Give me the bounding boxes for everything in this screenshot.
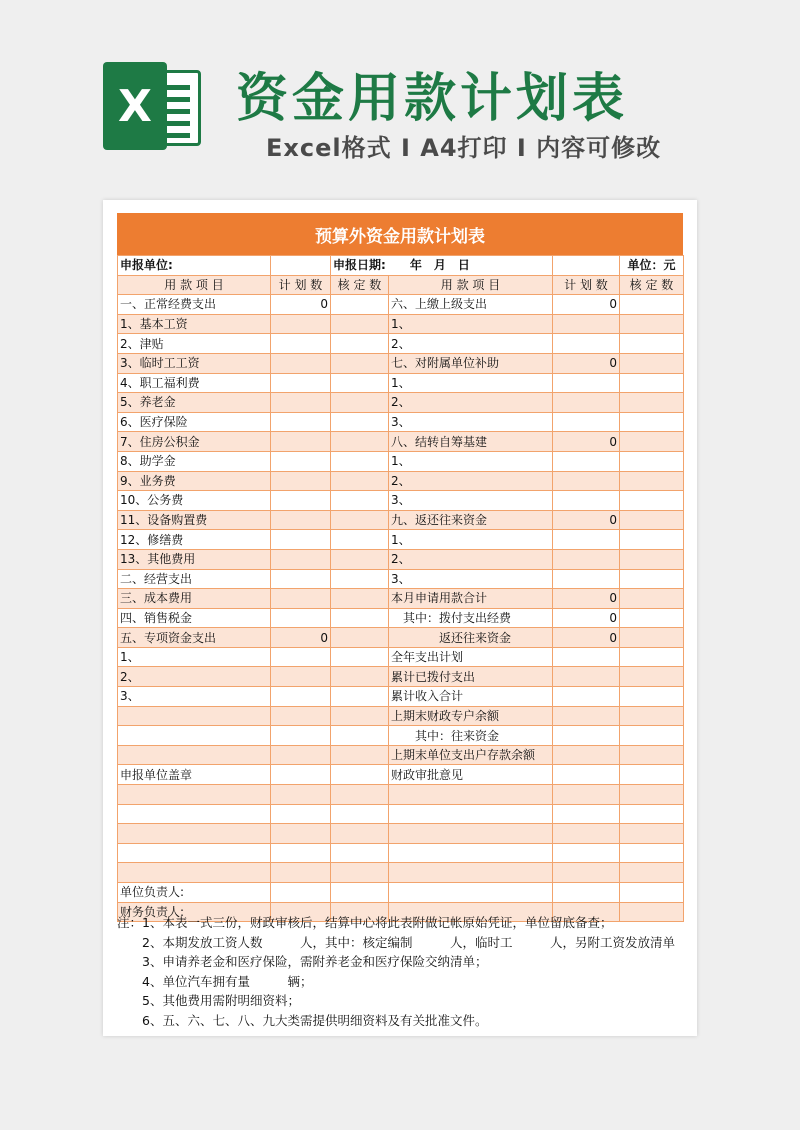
cell-item-left[interactable]: 8、助学金 [118, 451, 271, 471]
cell-approved-left[interactable] [331, 491, 389, 511]
cell-approved-right[interactable] [620, 295, 684, 315]
cell-plan-right[interactable] [553, 471, 620, 491]
table-row [118, 510, 684, 530]
cell-plan-right[interactable] [553, 706, 620, 726]
cell-approved-left[interactable] [331, 530, 389, 550]
cell-item-right[interactable]: 累计已拨付支出 [389, 667, 553, 687]
cell-plan-left[interactable] [271, 491, 331, 511]
cell-plan-right[interactable] [553, 491, 620, 511]
cell-item-left[interactable]: 3、 [118, 687, 271, 707]
cell-approved-right[interactable] [620, 510, 684, 530]
header-approved-right: 核 定 数 [620, 275, 684, 295]
cell-item-left[interactable]: 1、基本工资 [118, 314, 271, 334]
cell-item-left[interactable]: 五、专项资金支出 [118, 628, 271, 648]
table-row [118, 883, 684, 903]
table-row [118, 295, 684, 315]
cell-item-left[interactable]: 申报单位盖章 [118, 765, 271, 785]
cell-plan-left[interactable] [271, 530, 331, 550]
cell-item-right[interactable]: 其中：往来资金 [389, 726, 553, 746]
cell-plan-right[interactable] [553, 863, 620, 883]
cell-plan-right[interactable]: 0 [553, 589, 620, 609]
cell-approved-left[interactable] [331, 295, 389, 315]
cell-plan-right[interactable] [553, 843, 620, 863]
table-row [118, 412, 684, 432]
cell-plan-right[interactable]: 0 [553, 510, 620, 530]
cell-item-left[interactable]: 财务负责人: [118, 902, 271, 922]
header-approved-left: 核 定 数 [331, 275, 389, 295]
cell-item-right[interactable] [389, 863, 553, 883]
cell-plan-right[interactable]: 0 [553, 608, 620, 628]
table-row [118, 432, 684, 452]
table-row [118, 765, 684, 785]
cell-plan-right[interactable] [553, 804, 620, 824]
cell-item-left[interactable] [118, 824, 271, 844]
cell-approved-left[interactable] [331, 510, 389, 530]
table-row [118, 530, 684, 550]
cell-plan-left[interactable] [271, 647, 331, 667]
cell-approved-right[interactable] [620, 824, 684, 844]
table-row [118, 334, 684, 354]
cell-item-left[interactable]: 12、修缮费 [118, 530, 271, 550]
cell-item-left[interactable]: 2、 [118, 667, 271, 687]
cell-plan-left[interactable] [271, 863, 331, 883]
header-item-left: 用 款 项 目 [118, 275, 271, 295]
cell-approved-right[interactable] [620, 667, 684, 687]
cell-approved-right[interactable] [620, 687, 684, 707]
table-row [118, 726, 684, 746]
note-line: 4、单位汽车拥有量 辆； [117, 973, 313, 989]
header-row [118, 275, 684, 295]
cell-plan-right[interactable] [553, 765, 620, 785]
cell-approved-left[interactable] [331, 687, 389, 707]
unit-label: 申报单位: [118, 256, 271, 276]
cell-item-left[interactable]: 单位负责人: [118, 883, 271, 903]
cell-item-right[interactable]: 其中：拨付支出经费 [389, 608, 553, 628]
meta-empty-cell[interactable] [553, 256, 620, 276]
cell-approved-right[interactable] [620, 647, 684, 667]
cell-approved-left[interactable] [331, 334, 389, 354]
cell-approved-left[interactable] [331, 785, 389, 805]
cell-plan-left[interactable] [271, 883, 331, 903]
cell-item-right[interactable]: 六、上缴上级支出 [389, 295, 553, 315]
table-row [118, 785, 684, 805]
cell-plan-left[interactable] [271, 373, 331, 393]
cell-plan-right[interactable] [553, 824, 620, 844]
note-line: 2、本期发放工资人数 人，其中：核定编制 人，临时工 人，另附工资发放清单 [117, 934, 675, 950]
table-row [118, 451, 684, 471]
note-line: 3、申请养老金和医疗保险，需附养老金和医疗保险交纳清单； [117, 954, 488, 969]
cell-item-right[interactable]: 上期末财政专户余额 [389, 706, 553, 726]
cell-approved-left[interactable] [331, 726, 389, 746]
cell-item-left[interactable]: 四、销售税金 [118, 608, 271, 628]
cell-item-right[interactable]: 全年支出计划 [389, 647, 553, 667]
cell-item-left[interactable]: 三、成本费用 [118, 589, 271, 609]
header-item-right: 用 款 项 目 [389, 275, 553, 295]
cell-approved-left[interactable] [331, 589, 389, 609]
cell-plan-left[interactable] [271, 549, 331, 569]
date-value: 年 月 日 [409, 258, 470, 273]
report-date-cell [331, 256, 553, 276]
cell-item-left[interactable]: 二、经营支出 [118, 569, 271, 589]
cell-item-right[interactable]: 2、 [389, 471, 553, 491]
cell-approved-left[interactable] [331, 745, 389, 765]
cell-approved-left[interactable] [331, 667, 389, 687]
unit-value-cell[interactable] [271, 256, 331, 276]
cell-approved-right[interactable] [620, 765, 684, 785]
cell-plan-right[interactable] [553, 569, 620, 589]
header-plan-left: 计 划 数 [271, 275, 331, 295]
cell-approved-right[interactable] [620, 353, 684, 373]
table-row [118, 589, 684, 609]
cell-item-right[interactable] [389, 843, 553, 863]
cell-plan-left[interactable] [271, 765, 331, 785]
date-label: 申报日期: [333, 258, 386, 273]
table-row [118, 491, 684, 511]
cell-approved-left[interactable] [331, 471, 389, 491]
table-row [118, 804, 684, 824]
cell-approved-left[interactable] [331, 432, 389, 452]
cell-item-right[interactable]: 3、 [389, 569, 553, 589]
table-row [118, 843, 684, 863]
cell-item-right[interactable] [389, 804, 553, 824]
cell-item-right[interactable]: 2、 [389, 393, 553, 413]
cell-item-left[interactable]: 5、养老金 [118, 393, 271, 413]
header-plan-right: 计 划 数 [553, 275, 620, 295]
currency-unit-label: 单位：元 [620, 256, 684, 276]
cell-item-right[interactable]: 2、 [389, 549, 553, 569]
cell-approved-left[interactable] [331, 393, 389, 413]
cell-plan-right[interactable] [553, 745, 620, 765]
table-row [118, 706, 684, 726]
table-row [118, 549, 684, 569]
cell-item-left[interactable] [118, 745, 271, 765]
cell-plan-right[interactable] [553, 373, 620, 393]
cell-plan-right[interactable] [553, 451, 620, 471]
cell-plan-left[interactable] [271, 353, 331, 373]
table-row [118, 353, 684, 373]
table-row [118, 824, 684, 844]
cell-item-left[interactable]: 11、设备购置费 [118, 510, 271, 530]
cell-plan-left[interactable] [271, 608, 331, 628]
cell-plan-left[interactable] [271, 569, 331, 589]
excel-logo-icon [103, 62, 203, 150]
cell-plan-left[interactable] [271, 706, 331, 726]
cell-item-right[interactable]: 八、结转自筹基建 [389, 432, 553, 452]
cell-plan-left[interactable] [271, 314, 331, 334]
cell-plan-left[interactable] [271, 804, 331, 824]
table-row [118, 863, 684, 883]
cell-approved-right[interactable] [620, 393, 684, 413]
cell-approved-right[interactable] [620, 863, 684, 883]
table-row [118, 471, 684, 491]
cell-plan-right[interactable] [553, 785, 620, 805]
cell-approved-left[interactable] [331, 451, 389, 471]
note-line: 注：1、本表一式三份，财政审核后，结算中心将此表附做记帐原始凭证，单位留底备查； [117, 915, 613, 930]
cell-approved-right[interactable] [620, 589, 684, 609]
cell-item-left[interactable]: 13、其他费用 [118, 549, 271, 569]
cell-item-right[interactable]: 2、 [389, 334, 553, 354]
cell-plan-right[interactable] [553, 530, 620, 550]
cell-plan-left[interactable] [271, 824, 331, 844]
table-row [118, 608, 684, 628]
cell-plan-right[interactable]: 0 [553, 353, 620, 373]
cell-item-left[interactable]: 3、临时工工资 [118, 353, 271, 373]
cell-item-right[interactable]: 七、对附属单位补助 [389, 353, 553, 373]
cell-item-right[interactable]: 财政审批意见 [389, 765, 553, 785]
cell-item-right[interactable]: 累计收入合计 [389, 687, 553, 707]
cell-plan-right[interactable] [553, 883, 620, 903]
cell-approved-right[interactable] [620, 804, 684, 824]
cell-item-right[interactable]: 本月申请用款合计 [389, 589, 553, 609]
page-title: 资金用款计划表 [236, 69, 629, 129]
cell-approved-left[interactable] [331, 706, 389, 726]
cell-approved-left[interactable] [331, 843, 389, 863]
cell-plan-left[interactable] [271, 843, 331, 863]
cell-approved-right[interactable] [620, 569, 684, 589]
cell-item-left[interactable]: 6、医疗保险 [118, 412, 271, 432]
cell-plan-left[interactable] [271, 745, 331, 765]
cell-approved-left[interactable] [331, 883, 389, 903]
cell-approved-right[interactable] [620, 314, 684, 334]
cell-approved-right[interactable] [620, 373, 684, 393]
cell-plan-right[interactable] [553, 314, 620, 334]
cell-approved-left[interactable] [331, 628, 389, 648]
cell-item-left[interactable] [118, 726, 271, 746]
cell-plan-left[interactable] [271, 589, 331, 609]
cell-approved-left[interactable] [331, 373, 389, 393]
table-row [118, 667, 684, 687]
cell-approved-right[interactable] [620, 471, 684, 491]
cell-approved-left[interactable] [331, 863, 389, 883]
cell-plan-left[interactable] [271, 687, 331, 707]
cell-plan-left[interactable] [271, 451, 331, 471]
cell-plan-left[interactable]: 0 [271, 628, 331, 648]
sheet-title: 预算外资金用款计划表 [117, 213, 683, 255]
cell-plan-right[interactable] [553, 647, 620, 667]
cell-plan-left[interactable] [271, 432, 331, 452]
cell-item-left[interactable]: 1、 [118, 647, 271, 667]
cell-approved-right[interactable] [620, 432, 684, 452]
cell-plan-right[interactable]: 0 [553, 432, 620, 452]
cell-approved-left[interactable] [331, 549, 389, 569]
table-row [118, 314, 684, 334]
footnotes [117, 913, 689, 1030]
cell-approved-right[interactable] [620, 549, 684, 569]
cell-item-left[interactable]: 4、职工福利费 [118, 373, 271, 393]
cell-plan-left[interactable] [271, 667, 331, 687]
cell-approved-right[interactable] [620, 530, 684, 550]
cell-plan-right[interactable]: 0 [553, 628, 620, 648]
cell-item-right[interactable]: 上期末单位支出户存款余额 [389, 745, 553, 765]
cell-plan-right[interactable] [553, 726, 620, 746]
cell-plan-right[interactable] [553, 334, 620, 354]
excel-x-letter: X [103, 62, 167, 150]
cell-item-right[interactable]: 九、返还往来资金 [389, 510, 553, 530]
cell-approved-right[interactable] [620, 883, 684, 903]
cell-item-left[interactable] [118, 785, 271, 805]
cell-plan-right[interactable] [553, 393, 620, 413]
cell-item-right[interactable]: 1、 [389, 314, 553, 334]
cell-item-right[interactable] [389, 883, 553, 903]
cell-approved-left[interactable] [331, 608, 389, 628]
cell-item-left[interactable] [118, 804, 271, 824]
note-line: 6、五、六、七、八、九大类需提供明细资料及有关批准文件。 [117, 1012, 488, 1028]
table-row [118, 745, 684, 765]
cell-plan-right[interactable]: 0 [553, 295, 620, 315]
cell-item-right[interactable] [389, 785, 553, 805]
cell-item-left[interactable] [118, 843, 271, 863]
cell-plan-left[interactable] [271, 471, 331, 491]
cell-plan-left[interactable] [271, 785, 331, 805]
cell-item-right[interactable] [389, 824, 553, 844]
cell-approved-right[interactable] [620, 451, 684, 471]
cell-item-left[interactable] [118, 863, 271, 883]
cell-approved-left[interactable] [331, 569, 389, 589]
table-row [118, 373, 684, 393]
table-row [118, 647, 684, 667]
cell-approved-right[interactable] [620, 843, 684, 863]
cell-approved-right[interactable] [620, 726, 684, 746]
table-row [118, 393, 684, 413]
spreadsheet [117, 213, 683, 922]
cell-approved-right[interactable] [620, 334, 684, 354]
cell-plan-left[interactable] [271, 393, 331, 413]
cell-approved-left[interactable] [331, 804, 389, 824]
cell-approved-left[interactable] [331, 647, 389, 667]
cell-plan-right[interactable] [553, 412, 620, 432]
cell-plan-right[interactable] [553, 667, 620, 687]
cell-item-right[interactable]: 3、 [389, 491, 553, 511]
cell-item-right[interactable]: 1、 [389, 373, 553, 393]
cell-approved-left[interactable] [331, 412, 389, 432]
cell-item-left[interactable]: 10、公务费 [118, 491, 271, 511]
cell-approved-left[interactable] [331, 353, 389, 373]
cell-item-left[interactable]: 7、住房公积金 [118, 432, 271, 452]
table-row [118, 687, 684, 707]
cell-plan-right[interactable] [553, 687, 620, 707]
cell-plan-left[interactable]: 0 [271, 295, 331, 315]
cell-item-left[interactable]: 9、业务费 [118, 471, 271, 491]
cell-approved-right[interactable] [620, 706, 684, 726]
cell-approved-right[interactable] [620, 608, 684, 628]
cell-plan-left[interactable] [271, 412, 331, 432]
cell-approved-right[interactable] [620, 491, 684, 511]
cell-plan-left[interactable] [271, 334, 331, 354]
cell-item-right[interactable]: 3、 [389, 412, 553, 432]
cell-approved-left[interactable] [331, 824, 389, 844]
cell-item-left[interactable]: 一、正常经费支出 [118, 295, 271, 315]
budget-table [117, 255, 684, 922]
cell-approved-right[interactable] [620, 785, 684, 805]
cell-approved-right[interactable] [620, 628, 684, 648]
table-row [118, 569, 684, 589]
cell-plan-left[interactable] [271, 726, 331, 746]
cell-approved-right[interactable] [620, 745, 684, 765]
cell-item-left[interactable] [118, 706, 271, 726]
cell-approved-left[interactable] [331, 765, 389, 785]
cell-plan-left[interactable] [271, 510, 331, 530]
meta-row [118, 256, 684, 276]
cell-approved-right[interactable] [620, 412, 684, 432]
cell-item-right[interactable]: 1、 [389, 530, 553, 550]
cell-item-right[interactable]: 1、 [389, 451, 553, 471]
table-row [118, 628, 684, 648]
note-line: 5、其他费用需附明细资料； [117, 993, 300, 1008]
cell-item-right[interactable]: 返还往来资金 [389, 628, 553, 648]
cell-item-left[interactable]: 2、津贴 [118, 334, 271, 354]
cell-approved-left[interactable] [331, 314, 389, 334]
page-subtitle: Excel格式 I A4打印 I 内容可修改 [266, 134, 662, 162]
cell-plan-right[interactable] [553, 549, 620, 569]
